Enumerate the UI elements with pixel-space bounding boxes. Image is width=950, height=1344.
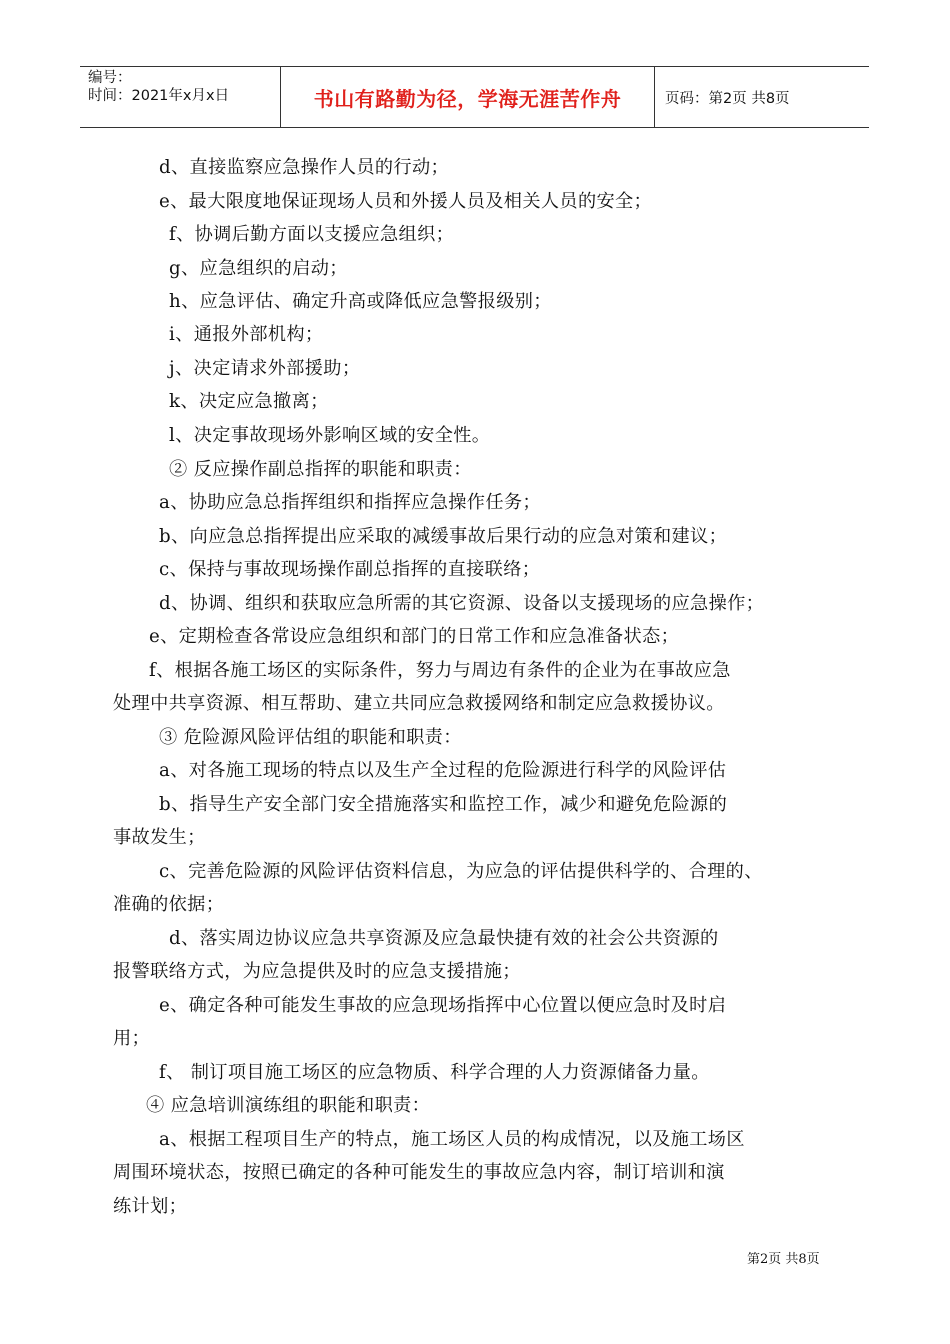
body-line: c、保持与事故现场操作副总指挥的直接联络； [159,559,541,580]
body-line: b、指导生产安全部门安全措施落实和监控工作，减少和避免危险源的 [159,794,728,815]
section-heading: ④ 应急培训演练组的职能和职责： [146,1095,431,1116]
body-line: 事故发生； [113,827,206,848]
body-line: b、向应急总指挥提出应采取的减缓事故后果行动的应急对策和建议； [159,526,728,547]
body-line: d、直接监察应急操作人员的行动； [159,157,450,178]
body-line: 报警联络方式，为应急提供及时的应急支援措施； [113,961,521,982]
body-line: j、决定请求外部援助； [169,358,361,379]
body-line: 准确的依据； [113,894,225,915]
body-line: c、完善危险源的风险评估资料信息，为应急的评估提供科学的、合理的、 [159,861,763,882]
body-line: d、协调、组织和获取应急所需的其它资源、设备以支援现场的应急操作； [159,593,765,614]
section-heading: ③ 危险源风险评估组的职能和职责： [159,727,462,748]
header-table [80,66,869,128]
body-line: k、决定应急撤离； [169,391,329,412]
header-motto-cell [281,67,655,127]
body-line: 用； [113,1028,151,1049]
header-page-cell [655,67,869,127]
body-line: f、协调后勤方面以支援应急组织； [169,224,455,245]
header-time-label: 时间：2021年x月x日 [88,88,230,104]
body-line: g、应急组织的启动； [169,258,348,279]
header-meta-cell [80,67,281,127]
body-line: h、应急评估、确定升高或降低应急警报级别； [169,291,552,312]
body-line: a、根据工程项目生产的特点，施工场区人员的构成情况，以及施工场区 [159,1129,745,1150]
footer-page-number: 第2页 共8页 [747,1252,820,1267]
body-line: f、根据各施工场区的实际条件，努力与周边有条件的企业为在事故应急 [149,660,731,681]
header-motto: 书山有路勤为径，学海无涯苦作舟 [313,86,622,111]
header-page-info: 页码：第2页 共8页 [665,90,790,107]
body-line: a、协助应急总指挥组织和指挥应急操作任务； [159,492,541,513]
header-number-label: 编号： [88,70,132,86]
section-heading: ② 反应操作副总指挥的职能和职责： [169,459,472,480]
body-line: f、 制订项目施工场区的应急物质、科学合理的人力资源储备力量。 [159,1062,710,1083]
body-line: i、通报外部机构； [169,324,324,345]
body-line: 练计划； [113,1196,188,1217]
body-line: 处理中共享资源、相互帮助、建立共同应急救援网络和制定应急救援协议。 [113,693,725,714]
body-line: l、决定事故现场外影响区域的安全性。 [169,425,491,446]
body-line: e、定期检查各常设应急组织和部门的日常工作和应急准备状态； [149,626,680,647]
body-line: 周围环境状态，按照已确定的各种可能发生的事故应急内容，制订培训和演 [113,1162,725,1183]
body-line: e、确定各种可能发生事故的应急现场指挥中心位置以便应急时及时启 [159,995,727,1016]
body-line: a、对各施工现场的特点以及生产全过程的危险源进行科学的风险评估 [159,760,727,781]
body-line: e、最大限度地保证现场人员和外援人员及相关人员的安全； [159,191,653,212]
body-line: d、落实周边协议应急共享资源及应急最快捷有效的社会公共资源的 [169,928,719,949]
